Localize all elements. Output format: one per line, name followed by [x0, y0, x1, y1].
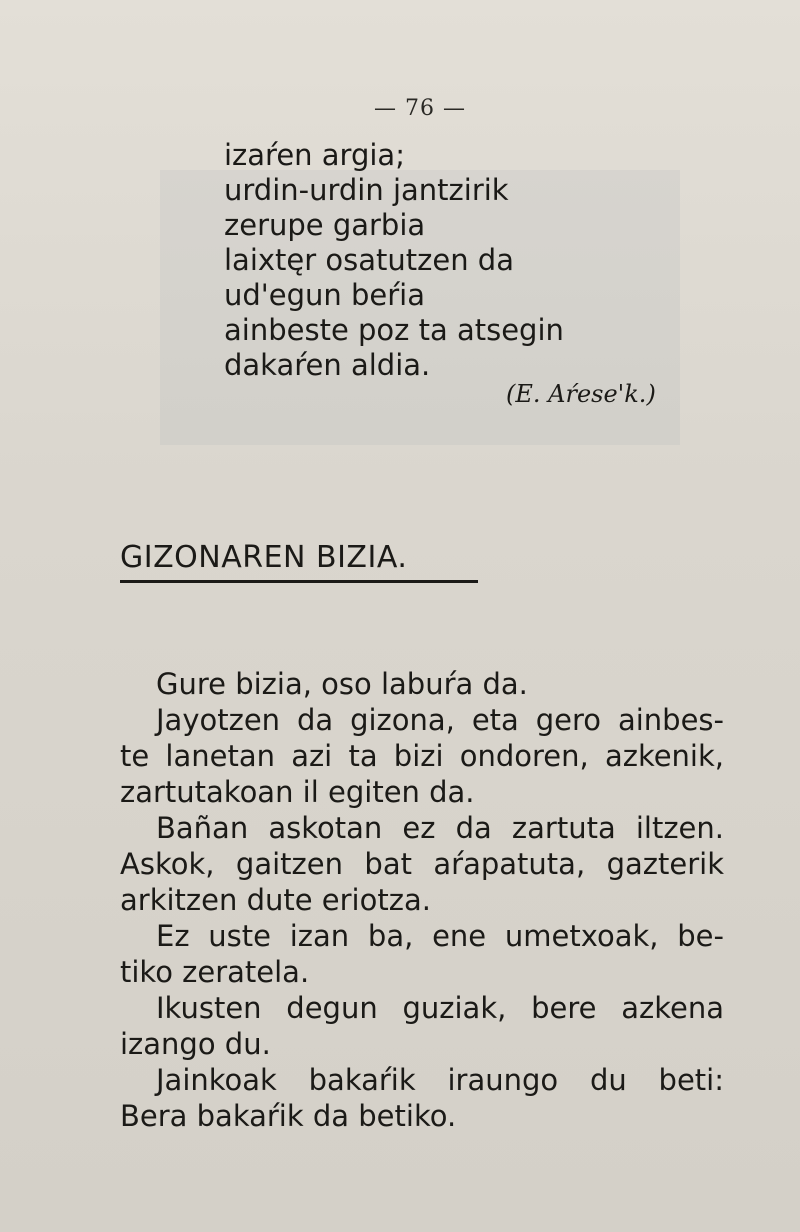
poem-line: ainbeste poz ta atsegin — [224, 313, 564, 347]
poem-line: zerupe garbia — [224, 208, 426, 242]
paragraph-line: Bañan askotan ez da zartuta iltzen. — [156, 811, 724, 845]
poem-attribution: (E. Aŕese'k.) — [506, 380, 656, 408]
section-title: GIZONAREN BIZIA. — [120, 538, 478, 583]
poem — [224, 138, 564, 383]
paragraph-line: Jainkoak bakaŕik iraungo du beti: — [156, 1063, 724, 1097]
paragraph-line: Jayotzen da gizona, eta gero ainbes- — [156, 703, 724, 737]
paragraph-line: izango du. — [120, 1027, 271, 1061]
page-number: — 76 — — [374, 96, 466, 121]
poem-line: urdin-urdin jantzirik — [224, 173, 509, 207]
paragraph-line: Ez uste izan ba, ene umetxoak, be- — [156, 919, 724, 953]
paragraph-line: tiko zeratela. — [120, 955, 310, 989]
paragraph-line: arkitzen dute eriotza. — [120, 883, 431, 917]
paragraph-line: zartutakoan il egiten da. — [120, 775, 475, 809]
paragraph-line: Askok, gaitzen bat aŕapatuta, gazterik — [120, 847, 724, 881]
poem-line: izaŕen argia; — [224, 138, 405, 172]
poem-line: dakaŕen aldia. — [224, 348, 431, 382]
paragraph-line: Gure bizia, oso labuŕa da. — [156, 667, 528, 701]
paragraph-line: te lanetan azi ta bizi ondoren, azkenik, — [120, 739, 724, 773]
section-body — [120, 666, 724, 1134]
poem-line: ud'egun beŕia — [224, 278, 425, 312]
paragraph-line: Bera bakaŕik da betiko. — [120, 1099, 457, 1133]
poem-line: laixtęr osatutzen da — [224, 243, 514, 277]
paragraph-line: Ikusten degun guziak, bere azkena — [156, 991, 724, 1025]
